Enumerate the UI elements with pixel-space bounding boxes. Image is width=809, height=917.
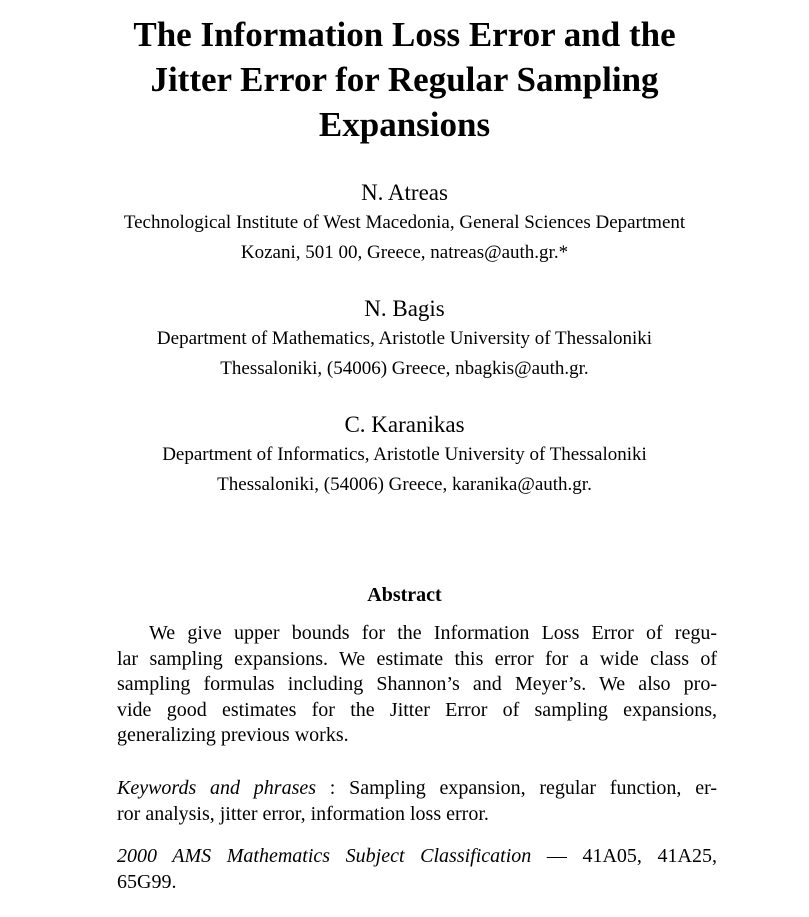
abstract-line: sampling formulas including Shannon’s and Meyer’s. We also pro- bbox=[117, 673, 717, 695]
author-address: Thessaloniki, (54006) Greece, nbagkis@auth.gr. bbox=[220, 358, 589, 379]
keywords-line: ror analysis, jitter error, information loss error. bbox=[117, 802, 489, 825]
author-name: N. Bagis bbox=[364, 296, 445, 321]
abstract-line: We give upper bounds for the Information Loss Error of regu- bbox=[149, 622, 717, 644]
keywords-line bbox=[117, 776, 717, 802]
ams-classification bbox=[117, 844, 717, 895]
author-name: N. Atreas bbox=[361, 180, 448, 205]
title-line: The Information Loss Error and the bbox=[133, 15, 676, 54]
title-line: Jitter Error for Regular Sampling bbox=[150, 60, 659, 99]
classification-label: 2000 AMS Mathematics Subject Classification bbox=[117, 845, 532, 867]
keywords-label: Keywords and phrases bbox=[117, 777, 317, 799]
classification-line bbox=[117, 844, 717, 870]
author-block bbox=[0, 178, 809, 268]
abstract-line: generalizing previous works. bbox=[117, 724, 349, 746]
abstract-line: lar sampling expansions. We estimate this error for a wide class of bbox=[117, 647, 717, 670]
author-affiliation: Department of Mathematics, Aristotle University of Thessaloniki bbox=[156, 328, 653, 349]
author-address: Kozani, 501 00, Greece, natreas@auth.gr.* bbox=[240, 242, 569, 263]
keywords bbox=[117, 776, 717, 827]
classification-codes: — 41A05, 41A25, bbox=[531, 845, 717, 867]
title-line: Expansions bbox=[318, 105, 491, 144]
keywords-text: : Sampling expansion, regular function, er- bbox=[316, 777, 717, 799]
author-affiliation: Technological Institute of West Macedonia, General Sciences Department bbox=[123, 212, 686, 233]
author-name: C. Karanikas bbox=[344, 412, 465, 437]
abstract-body bbox=[117, 621, 717, 749]
abstract-heading: Abstract bbox=[367, 584, 442, 606]
abstract-line: vide good estimates for the Jitter Error of sampling expansions, bbox=[117, 698, 717, 721]
author-affiliation: Department of Informatics, Aristotle University of Thessaloniki bbox=[162, 444, 647, 465]
paper-title bbox=[0, 12, 809, 147]
author-address: Thessaloniki, (54006) Greece, karanika@auth.gr. bbox=[217, 474, 592, 495]
author-block bbox=[0, 294, 809, 384]
author-block bbox=[0, 410, 809, 500]
classification-line: 65G99. bbox=[117, 870, 177, 893]
